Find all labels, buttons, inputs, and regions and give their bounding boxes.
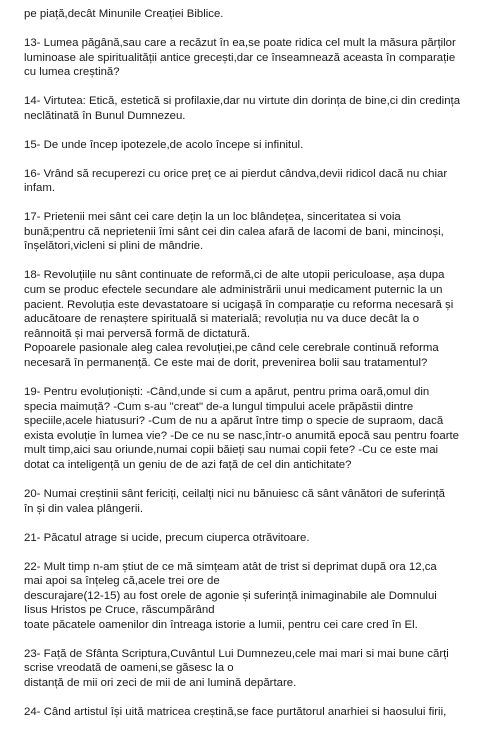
text-line: înșelători,vicleni si plini de mândrie. [24,240,204,253]
text-line: exista evoluție în lumea vie? -De ce nu se nasc,într-o anumită epocă sau pentru foarte [24,429,459,442]
paragraph-p17 [24,210,490,254]
text-line: 19- Pentru evoluționiști: -Când,unde si cum a apărut, pentru prima oară,omul din [24,386,430,399]
text-line: bună;pentru că neprietenii îmi sânt cei din calea afară de lacomi de bani, mincinoși, [24,225,444,238]
text-line: descurajare(12-15) au fost orele de agonie și suferință inimaginabile ale Domnului [24,589,437,602]
text-line: în și din valea plângerii. [24,502,144,515]
text-line: neclătinată în Bunul Dumnezeu. [24,109,186,122]
text-line: pacient. Revoluția este devastatoare si ucigașă în comparație cu reforma necesară și [24,298,454,311]
text-line: 21- Păcatul atrage si ucide, precum ciuperca otrăvitoare. [24,531,310,544]
paragraph-p22 [24,560,490,633]
text-line: pe piață,decât Minunile Creației Biblice. [24,8,224,20]
text-line: infam. [24,182,56,195]
paragraph-p13 [24,36,490,80]
text-line: 17- Prietenii mei sânt cei care dețin la un loc blândețea, sinceritatea si voia [24,211,401,224]
text-line: cu lumea creștină? [24,66,120,79]
text-line: 18- Revoluțiile nu sânt continuate de reformă,ci de alte utopii periculoase, așa dupa [24,269,445,282]
text-line: specia maimuță? -Cum s-au "creat" de-a lungul timpului acele prăpăstii dintre [24,400,414,413]
text-line: scrise vreodată de oameni,se găsesc la o [24,662,234,675]
text-line: dotat ca inteligență un geniu de de azi față de cel din antichitate? [24,458,352,471]
paragraph-p16 [24,167,490,196]
document-page [24,7,490,734]
text-line: toate păcatele oamenilor din întreaga istorie a lumii, pentru cei care cred în El. [24,618,418,631]
text-line: speciile,acele hiatusuri? -Cum de nu a apărut între timp o specie de supraom, dacă [24,415,444,428]
paragraph-p18 [24,268,490,370]
text-line: necesară în permanență. Ce este mai de dorit, prevenirea bolii sau tratamentul? [24,357,428,370]
text-line: 24- Când artistul își uită matricea creștină,se face purtătorul anarhiei si haosului firii, [24,706,447,719]
text-line: aducătoare de renaștere spirituală si materială; revoluția nu va duce decât la o [24,313,420,326]
text-line: 15- De unde încep ipotezele,de acolo începe si infinitul. [24,138,304,151]
paragraph-p0 [24,7,490,22]
paragraph-p24 [24,705,490,720]
text-line: distanță de mii ori zeci de mii de ani lumină depărtare. [24,677,297,690]
text-line: 23- Față de Sfânta Scriptura,Cuvântul Lui Dumnezeu,cele mai mari si mai bune cărți [24,647,449,660]
text-line: luminoase ale spiritualității antice grecești,dar ce înseamnează aceasta în comparație [24,51,456,64]
text-line: Iisus Hristos pe Cruce, răscumpărând [24,604,215,617]
paragraph-p21 [24,531,490,546]
text-line: Popoarele pasionale aleg calea revoluției,pe când cele cerebrale continuă reforma [24,342,439,355]
paragraph-p19 [24,385,490,473]
paragraph-p15 [24,138,490,153]
text-line: reânnoită și mai perversă formă de dictatură. [24,327,251,340]
paragraph-p14 [24,94,490,123]
text-line: 16- Vrând să recuperezi cu orice preț ce ai pierdut cândva,devii ridicol dacă nu chiar [24,167,448,180]
paragraph-p23 [24,647,490,691]
text-line: cum se produc efectele secundare ale administrării unui medicament puternic la un [24,284,443,297]
text-line: mult timp,aici sau oriunde,numai copii băieți sau numai copii fete? -Cu ce este mai [24,444,439,457]
text-line: 14- Virtutea: Etică, estetică si profilaxie,dar nu virtute din dorința de bine,ci din credința [24,95,461,108]
text-line: mai apoi sa înțeleg că,acele trei ore de [24,575,220,588]
paragraph-p20 [24,487,490,516]
text-line: 22- Mult timp n-am știut de ce mă simțeam atât de trist si deprimat după ora 12,ca [24,560,437,573]
text-line: 20- Numai creștinii sânt fericiți, ceilalți nici nu bănuiesc că sânt vânători de suferință [24,487,446,500]
text-line: 13- Lumea păgână,sau care a recăzut în ea,se poate ridica cel mult la măsura părților [24,36,456,49]
